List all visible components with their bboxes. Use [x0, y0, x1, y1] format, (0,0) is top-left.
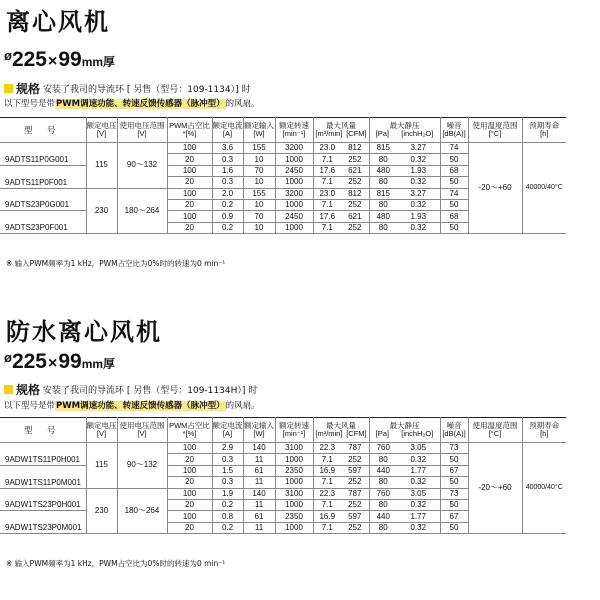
pressure-inch-cell: 1.77 [397, 465, 440, 476]
header-temp-label: 使用温度范围 [472, 420, 518, 430]
spec-heading: 规格 [16, 82, 41, 96]
thickness-unit: mm厚 [81, 357, 116, 371]
pressure-inch-cell: 0.32 [397, 177, 440, 188]
pwm-cell: 20 [167, 522, 212, 533]
airflow-cfm-cell: 597 [341, 465, 369, 476]
spec-heading: 规格 [16, 383, 41, 397]
pressure-inch-cell: 3.27 [397, 188, 440, 199]
current-cell: 2.9 [212, 443, 243, 454]
current-cell: 0.2 [212, 199, 243, 210]
header-rated-voltage-label: 额定电压 [86, 120, 117, 130]
diameter-symbol: ø [4, 350, 12, 365]
noise-cell: 74 [440, 143, 468, 154]
header-max-pressure-label: 最大静压 [389, 420, 420, 430]
pressure-inch-cell: 3.27 [397, 143, 440, 154]
model-cell: 9ADW1TS11P0H001 [0, 443, 86, 466]
pwm-cell: 100 [167, 443, 212, 454]
pressure-pa-cell: 80 [369, 177, 397, 188]
airflow-m3-cell: 7.1 [313, 477, 341, 488]
header-model: 型 号 [0, 118, 86, 143]
header-rated-speed-label: 额定转速 [279, 120, 309, 130]
noise-cell: 50 [440, 154, 468, 165]
model-note [4, 399, 260, 411]
pressure-pa-cell: 80 [369, 222, 397, 233]
speed-cell: 1000 [275, 154, 313, 165]
pwm-cell: 20 [167, 477, 212, 488]
header-rated-current-label: 额定电流 [212, 420, 243, 430]
pwm-cell: 100 [167, 465, 212, 476]
spec-table [0, 417, 566, 534]
input-cell: 70 [243, 211, 275, 222]
airflow-unit-m3: [m³/min] [315, 429, 343, 438]
airflow-cfm-cell: 787 [341, 488, 369, 499]
pressure-pa-cell: 80 [369, 477, 397, 488]
model-cell: 9ADW1TS11P0M001 [0, 465, 86, 488]
noise-cell: 50 [440, 222, 468, 233]
airflow-m3-cell: 16.9 [313, 465, 341, 476]
speed-cell: 3100 [275, 443, 313, 454]
header-rated-input [243, 118, 275, 143]
pressure-inch-cell: 0.32 [397, 499, 440, 510]
header-rated-current-unit: [A] [222, 429, 233, 438]
header-max-pressure [369, 418, 440, 443]
airflow-m3-cell: 7.1 [313, 454, 341, 465]
pressure-pa-cell: 815 [369, 143, 397, 154]
header-rated-current [212, 418, 243, 443]
header-rated-voltage-label: 额定电压 [86, 420, 117, 430]
pressure-pa-cell: 440 [369, 511, 397, 522]
airflow-cfm-cell: 621 [341, 211, 369, 222]
times-symbol: × [48, 355, 58, 372]
speed-cell: 1000 [275, 477, 313, 488]
header-rated-input-label: 额定输入 [244, 120, 274, 130]
header-noise [440, 418, 468, 443]
pwm-cell: 100 [167, 143, 212, 154]
airflow-m3-cell: 7.1 [313, 222, 341, 233]
pwm-cell: 100 [167, 488, 212, 499]
current-cell: 1.9 [212, 488, 243, 499]
header-life-label: 预期寿命 [529, 420, 560, 430]
model-cell: 9ADW1TS23P0M001 [0, 511, 86, 534]
noise-cell: 68 [440, 165, 468, 176]
airflow-unit-cfm: [CFM] [346, 129, 367, 138]
airflow-cfm-cell: 252 [341, 177, 369, 188]
pressure-inch-cell: 1.77 [397, 511, 440, 522]
input-cell: 140 [243, 443, 275, 454]
thickness-value: 99 [58, 350, 82, 373]
header-temp [468, 118, 522, 143]
spec-line [4, 80, 250, 97]
header-model: 型 号 [0, 418, 86, 443]
airflow-m3-cell: 7.1 [313, 177, 341, 188]
input-cell: 10 [243, 154, 275, 165]
airflow-m3-cell: 23.0 [313, 143, 341, 154]
airflow-unit-m3: [m³/min] [315, 129, 343, 138]
header-life-unit: [h] [540, 129, 549, 138]
diameter-value: 225 [11, 350, 47, 373]
speed-cell: 1000 [275, 522, 313, 533]
rated-voltage-cell: 115 [86, 143, 117, 189]
airflow-m3-cell: 17.6 [313, 165, 341, 176]
airflow-unit-cfm: [CFM] [346, 429, 367, 438]
speed-cell: 1000 [275, 199, 313, 210]
input-cell: 70 [243, 165, 275, 176]
header-voltage-range-label: 使用电压范围 [119, 420, 165, 430]
current-cell: 2.0 [212, 188, 243, 199]
pwm-cell: 100 [167, 211, 212, 222]
header-max-airflow-label: 最大风量 [326, 120, 356, 130]
header-max-pressure-units [370, 430, 440, 439]
life-cell: 40000/40°C [522, 143, 566, 234]
noise-cell: 73 [440, 443, 468, 454]
pwm-cell: 20 [167, 222, 212, 233]
model-cell: 9ADTS23P0G001 [0, 188, 86, 211]
current-cell: 0.3 [212, 154, 243, 165]
pressure-inch-cell: 0.32 [397, 522, 440, 533]
airflow-m3-cell: 22.3 [313, 488, 341, 499]
dimensions [4, 350, 115, 374]
section-title: 防水离心风机 [6, 318, 162, 346]
temp-range-cell: -20～+60 [468, 143, 522, 234]
current-cell: 3.6 [212, 143, 243, 154]
header-row [0, 418, 566, 443]
header-rated-voltage [86, 418, 117, 443]
header-temp-unit: [°C] [488, 429, 502, 438]
airflow-cfm-cell: 812 [341, 188, 369, 199]
header-max-pressure-label: 最大静压 [389, 120, 420, 130]
current-cell: 0.8 [212, 511, 243, 522]
current-cell: 1.5 [212, 465, 243, 476]
model-cell: 9ADTS11P0G001 [0, 143, 86, 166]
speed-cell: 1000 [275, 454, 313, 465]
pressure-unit-pa: [Pa] [375, 129, 389, 138]
pwm-cell: 20 [167, 454, 212, 465]
times-symbol: × [48, 53, 58, 70]
voltage-range-cell: 90～132 [117, 443, 167, 489]
spec-table [0, 117, 566, 234]
rated-voltage-cell: 230 [86, 488, 117, 534]
speed-cell: 2350 [275, 511, 313, 522]
note-suffix: 的风扇。 [225, 401, 260, 411]
model-cell: 9ADTS11P0F001 [0, 165, 86, 188]
airflow-cfm-cell: 252 [341, 499, 369, 510]
speed-cell: 2450 [275, 211, 313, 222]
dimensions [4, 48, 115, 72]
speed-cell: 3200 [275, 188, 313, 199]
input-cell: 61 [243, 511, 275, 522]
header-pwm-unit: *[%] [182, 429, 197, 438]
current-cell: 0.3 [212, 177, 243, 188]
airflow-m3-cell: 7.1 [313, 199, 341, 210]
speed-cell: 3100 [275, 488, 313, 499]
pwm-cell: 20 [167, 499, 212, 510]
header-rated-voltage-unit: [V] [96, 429, 107, 438]
pwm-cell: 20 [167, 154, 212, 165]
header-pwm-unit: *[%] [182, 129, 197, 138]
pressure-inch-cell: 0.32 [397, 154, 440, 165]
pressure-inch-cell: 1.93 [397, 165, 440, 176]
current-cell: 0.2 [212, 222, 243, 233]
noise-cell: 73 [440, 488, 468, 499]
noise-cell: 68 [440, 211, 468, 222]
header-noise-unit: [dB(A)] [442, 429, 466, 438]
spec-line [4, 381, 257, 398]
note-prefix: 以下型号是带 [4, 99, 56, 109]
footnote: ※ 输入PWM频率为1 kHz，PWM占空比为0%时的转速为0 min⁻¹ [6, 559, 226, 568]
airflow-cfm-cell: 597 [341, 511, 369, 522]
thickness-unit: mm厚 [81, 55, 116, 69]
header-rated-voltage-unit: [V] [96, 129, 107, 138]
voltage-range-cell: 90～132 [117, 143, 167, 189]
airflow-cfm-cell: 621 [341, 165, 369, 176]
pressure-unit-pa: [Pa] [375, 429, 389, 438]
header-rated-speed [275, 118, 313, 143]
section-title: 离心风机 [6, 8, 110, 36]
header-rated-speed-unit: [min⁻¹] [282, 429, 306, 438]
noise-cell: 50 [440, 177, 468, 188]
input-cell: 11 [243, 477, 275, 488]
header-voltage-range-label: 使用电压范围 [119, 120, 165, 130]
pressure-pa-cell: 80 [369, 454, 397, 465]
header-temp-unit: [°C] [488, 129, 502, 138]
current-cell: 0.9 [212, 211, 243, 222]
speed-cell: 1000 [275, 499, 313, 510]
pwm-cell: 20 [167, 177, 212, 188]
diameter-symbol: ø [4, 48, 12, 63]
noise-cell: 67 [440, 465, 468, 476]
header-pwm-label: PWM占空比 [169, 120, 210, 130]
input-cell: 140 [243, 488, 275, 499]
speed-cell: 2450 [275, 165, 313, 176]
airflow-cfm-cell: 252 [341, 154, 369, 165]
voltage-range-cell: 180～264 [117, 188, 167, 234]
header-rated-current-label: 额定电流 [212, 120, 243, 130]
table-row [0, 143, 566, 154]
footnote: ※ 输入PWM频率为1 kHz，PWM占空比为0%时的转速为0 min⁻¹ [6, 259, 226, 268]
input-cell: 61 [243, 465, 275, 476]
pressure-pa-cell: 760 [369, 488, 397, 499]
airflow-cfm-cell: 252 [341, 222, 369, 233]
input-cell: 10 [243, 199, 275, 210]
current-cell: 1.6 [212, 165, 243, 176]
airflow-cfm-cell: 787 [341, 443, 369, 454]
pressure-unit-inch: [inchH₂O] [401, 429, 434, 438]
model-cell: 9ADW1TS23P0H001 [0, 488, 86, 511]
pressure-inch-cell: 0.32 [397, 477, 440, 488]
header-rated-voltage [86, 118, 117, 143]
model-cell: 9ADTS23P0F001 [0, 211, 86, 234]
header-noise [440, 118, 468, 143]
header-voltage-range [117, 418, 167, 443]
header-temp [468, 418, 522, 443]
pressure-inch-cell: 0.32 [397, 222, 440, 233]
thickness-value: 99 [58, 48, 82, 71]
speed-cell: 1000 [275, 222, 313, 233]
diameter-value: 225 [11, 48, 47, 71]
note-highlight: PWM调速功能、转速反馈传感器（脉冲型） [56, 401, 225, 411]
input-cell: 11 [243, 499, 275, 510]
header-noise-label: 噪音 [446, 120, 462, 130]
header-voltage-range [117, 118, 167, 143]
pressure-inch-cell: 3.05 [397, 443, 440, 454]
header-max-airflow-label: 最大风量 [326, 420, 356, 430]
pwm-cell: 100 [167, 188, 212, 199]
note-highlight: PWM调速功能、转速反馈传感器（脉冲型） [56, 99, 225, 109]
table-row [0, 443, 566, 454]
temp-range-cell: -20～+60 [468, 443, 522, 534]
airflow-cfm-cell: 252 [341, 199, 369, 210]
noise-cell: 50 [440, 522, 468, 533]
pressure-inch-cell: 3.05 [397, 488, 440, 499]
header-max-pressure [369, 118, 440, 143]
pressure-pa-cell: 80 [369, 154, 397, 165]
input-cell: 11 [243, 454, 275, 465]
note-suffix: 的风扇。 [225, 99, 260, 109]
header-noise-label: 噪音 [446, 420, 462, 430]
yellow-square-icon [4, 385, 13, 394]
input-cell: 155 [243, 143, 275, 154]
rated-voltage-cell: 115 [86, 443, 117, 489]
header-max-airflow [313, 418, 369, 443]
pressure-pa-cell: 80 [369, 499, 397, 510]
airflow-m3-cell: 7.1 [313, 154, 341, 165]
spec-text: 安装了我司的导流环 [ 另售（型号：109-1134H）] 时 [43, 386, 258, 396]
pressure-pa-cell: 440 [369, 465, 397, 476]
header-rated-input-unit: [W] [253, 129, 265, 138]
header-noise-unit: [dB(A)] [442, 129, 466, 138]
current-cell: 0.2 [212, 499, 243, 510]
airflow-cfm-cell: 812 [341, 143, 369, 154]
airflow-m3-cell: 16.9 [313, 511, 341, 522]
pwm-cell: 20 [167, 199, 212, 210]
pressure-pa-cell: 480 [369, 211, 397, 222]
header-rated-speed [275, 418, 313, 443]
airflow-m3-cell: 7.1 [313, 522, 341, 533]
header-max-pressure-units [370, 130, 440, 139]
airflow-cfm-cell: 252 [341, 454, 369, 465]
header-pwm [167, 118, 212, 143]
current-cell: 0.3 [212, 454, 243, 465]
noise-cell: 50 [440, 454, 468, 465]
current-cell: 0.2 [212, 522, 243, 533]
airflow-m3-cell: 7.1 [313, 499, 341, 510]
model-note [4, 97, 260, 109]
voltage-range-cell: 180～264 [117, 488, 167, 534]
header-life-unit: [h] [540, 429, 549, 438]
header-life [522, 118, 566, 143]
noise-cell: 74 [440, 188, 468, 199]
header-pwm [167, 418, 212, 443]
rated-voltage-cell: 230 [86, 188, 117, 234]
pressure-inch-cell: 0.32 [397, 199, 440, 210]
header-row [0, 118, 566, 143]
note-prefix: 以下型号是带 [4, 401, 56, 411]
header-rated-input-label: 额定输入 [244, 420, 274, 430]
header-rated-speed-label: 额定转速 [279, 420, 309, 430]
pressure-inch-cell: 0.32 [397, 454, 440, 465]
input-cell: 10 [243, 222, 275, 233]
header-pwm-label: PWM占空比 [169, 420, 210, 430]
noise-cell: 50 [440, 199, 468, 210]
life-cell: 40000/40°C [522, 443, 566, 534]
airflow-m3-cell: 23.0 [313, 188, 341, 199]
current-cell: 0.3 [212, 477, 243, 488]
header-max-airflow [313, 118, 369, 143]
header-life [522, 418, 566, 443]
pressure-pa-cell: 760 [369, 443, 397, 454]
header-temp-label: 使用温度范围 [472, 120, 518, 130]
header-rated-current-unit: [A] [222, 129, 233, 138]
airflow-cfm-cell: 252 [341, 522, 369, 533]
input-cell: 155 [243, 188, 275, 199]
noise-cell: 67 [440, 511, 468, 522]
pwm-cell: 100 [167, 511, 212, 522]
header-rated-current [212, 118, 243, 143]
header-max-airflow-units [314, 430, 369, 439]
header-life-label: 预期寿命 [529, 120, 560, 130]
header-max-airflow-units [314, 130, 369, 139]
pressure-pa-cell: 80 [369, 522, 397, 533]
pressure-pa-cell: 815 [369, 188, 397, 199]
header-rated-speed-unit: [min⁻¹] [282, 129, 306, 138]
header-voltage-range-unit: [V] [137, 429, 147, 438]
pressure-unit-inch: [inchH₂O] [401, 129, 434, 138]
speed-cell: 1000 [275, 177, 313, 188]
airflow-cfm-cell: 252 [341, 477, 369, 488]
input-cell: 10 [243, 177, 275, 188]
input-cell: 11 [243, 522, 275, 533]
header-rated-input [243, 418, 275, 443]
airflow-m3-cell: 22.3 [313, 443, 341, 454]
speed-cell: 2350 [275, 465, 313, 476]
noise-cell: 50 [440, 499, 468, 510]
noise-cell: 50 [440, 477, 468, 488]
header-voltage-range-unit: [V] [137, 129, 147, 138]
yellow-square-icon [4, 84, 13, 93]
pressure-pa-cell: 480 [369, 165, 397, 176]
header-rated-input-unit: [W] [253, 429, 265, 438]
airflow-m3-cell: 17.6 [313, 211, 341, 222]
pressure-pa-cell: 80 [369, 199, 397, 210]
pwm-cell: 100 [167, 165, 212, 176]
spec-text: 安装了我司的导流环 [ 另售（型号：109-1134）] 时 [43, 85, 251, 95]
speed-cell: 3200 [275, 143, 313, 154]
pressure-inch-cell: 1.93 [397, 211, 440, 222]
